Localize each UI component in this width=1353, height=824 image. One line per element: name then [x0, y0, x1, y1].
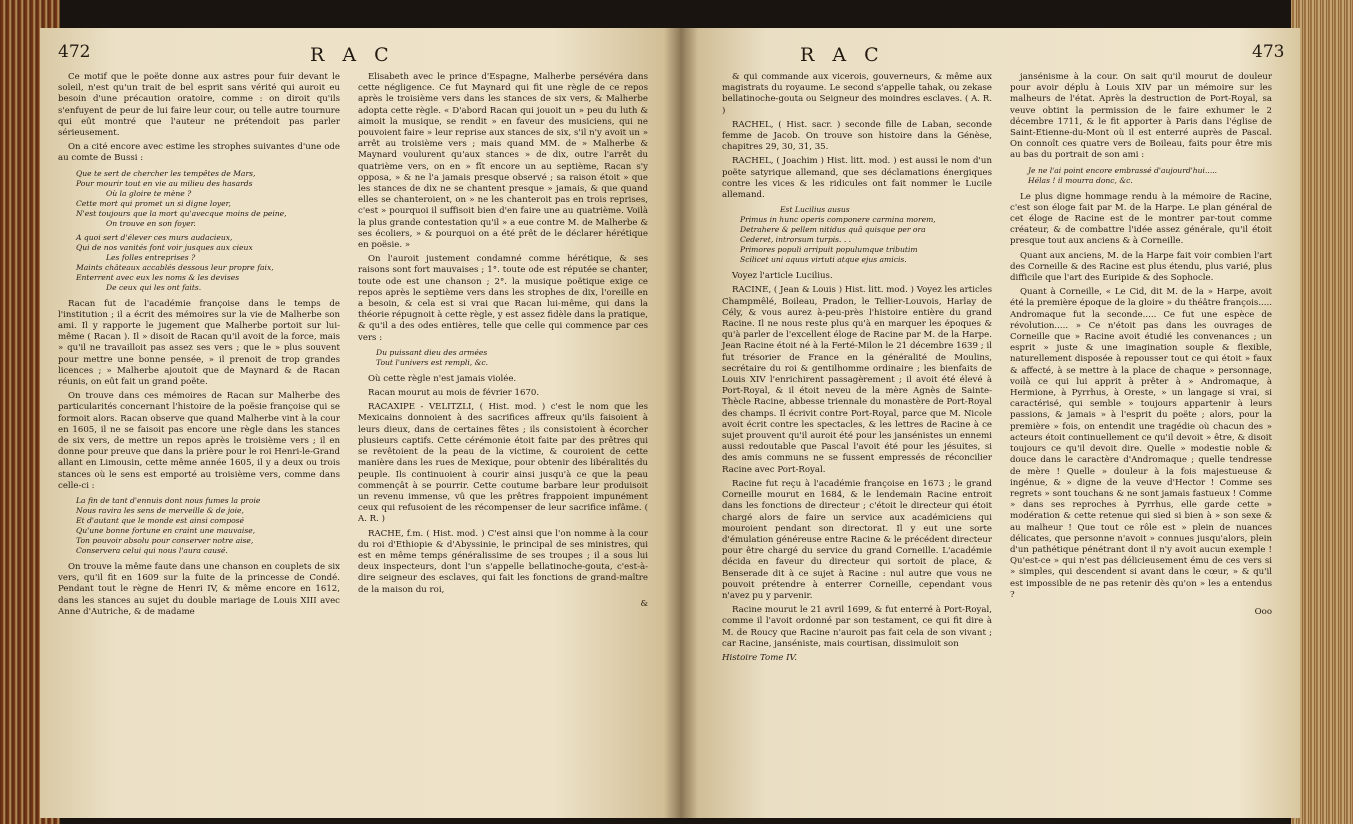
catchword: & — [640, 598, 648, 609]
verse-line: Je ne l'ai point encore embrassé d'aujourd'hui..... — [1028, 165, 1218, 175]
verse-line: Scilicet uni aquus virtuti atque ejus amicis. — [740, 255, 907, 265]
verse-line: De ceux qui les ont faits. — [106, 282, 202, 292]
verse-line: Du puissant dieu des armées — [376, 347, 488, 357]
paragraph: Où cette règle n'est jamais violée. — [368, 373, 517, 384]
verse-line: Enterrent avec eux les noms & les devises — [76, 272, 240, 282]
verse-line: Ton pouvoir absolu pour conserver notre aise, — [76, 536, 254, 546]
paragraph: RACHEL, ( Joachim ) Hist. litt. mod. ) est aussi le nom d'un poëte satyrique allemand, que ses déclamations énergiques contre les vices & les ridicules ont fait nommer le Lucile allemand. — [722, 156, 992, 201]
paragraph: RACINE, ( Jean & Louis ) Hist. litt. mod. ) Voyez les articles Champmêlé, Boileau, Pradon, le Tellier-Louvois, Harlay de Cély, & vous aurez à-peu-près l'histoire entière du grand Racine. Il ne nous reste plus qu'à en marquer les époques & qu'à parler de l'excellent éloge de Racine par M. de la Harpe. Jean Racine étoit né à la Ferté-Milon le 21 décembre 1639 ; il fut trésorier de France en la généralité de Moulins, secrétaire du roi & gentilhomme ordinaire ; les bienfaits de Louis XIV l'enrichirent passagèrement ; il avoit été élevé à Port-Royal, & il étoit neveu de la mère Agnès de Sainte-Thècle Racine, abbesse triennale du monastère de Port-Royal des champs. Il écrivit contre Port-Royal, parce que M. Nicole avoit écrit contre les spectacles, & les lettres de Racine à ce sujet prouvent qu'il auroit été pour les jansénistes un ennemi aussi redoutable que Pascal l'avoit été pour les jésuites, si des amis communs ne se fussent empressés de réconcilier Racine avec Port-Royal. — [722, 285, 992, 475]
book-gutter — [664, 28, 698, 818]
left-page-column-1 — [58, 72, 340, 621]
running-header: R A C — [310, 44, 395, 66]
right-page — [680, 28, 1300, 818]
left-page-column-2 — [358, 72, 648, 610]
paragraph: Racine fut reçu à l'académie françoise en 1673 ; le grand Corneille mourut en 1684, & le lendemain Racine entroit dans les fonctions de directeur ; c'étoit le directeur qui étoit chargé alors de faire un service aux académiciens qui mouroient pendant son directorat. Il y eut une sorte d'émulation généreuse entre Racine & le précédent directeur pour être chargé du service du grand Corneille. L'académie décida en faveur du directeur qui sortoit de place, & Benserade dit à ce sujet à Racine : nul autre que vous ne pouvoit prétendre à enterrer Corneille, cependant vous n'avez pu y parvenir. — [722, 478, 992, 601]
verse-line: Nous ravira les sens de merveille & de joie, — [76, 506, 244, 516]
left-page — [40, 28, 680, 818]
verse-line: N'est toujours que la mort qu'avecque moins de peine, — [76, 208, 287, 218]
verse-line: Tout l'univers est rempli, &c. — [376, 357, 489, 367]
verse-line: Cederet, introrsum turpis. . . — [740, 235, 852, 245]
verse-line: La fin de tant d'ennuis dont nous fumes la proie — [76, 496, 261, 506]
paragraph: Quant à Corneille, « Le Cid, dit M. de la » Harpe, avoit été la première époque de la gloire » du théâtre françois..... Andromaque fut la seconde..... Ce fut une espèce de révolution..... » Ce n'étoit pas dans les ouvrages de Corneille que » Racine avoit étudié les convenances ; un esprit » juste & une imagination souple & flexible, naturellement disposée à repousser tout ce qui étoit » faux & affecté, à se mettre à la place de chaque » personnage, voilà ce qui lui apprit à prêter à » Andromaque, à Hermione, à Pyrrhus, à Oreste, » un langage si vrai, si caractérisé, qui semble » toujours appartenir à leurs passions, & jamais » à l'esprit du poëte ; alors, pour la première » fois, on entendit une tragédie où chacun des » acteurs étoit continuellement ce qu'il devoit » être, & disoit toujours ce qu'il devoit dire. Quelle » modestie noble & douce dans le caractère d'Andromaque ; quelle tendresse de mère ! Quelle » douleur à la fois majestueuse & ingénue, & » digne de la veuve d'Hector ! Comme ses regrets » sont touchans & ne sont jamais fastueux ! Comme » dans ses reproches à Pyrrhus, elle garde cette » modération & cette retenue qui sied si bien à » son sexe & au malheur ! Que tout ce rôle est » plein de nuances délicates, que personne n'avoit » connues jusqu'alors, plein d'un pathétique pénétrant dont il n'y avoit aucun exemple ! Qu'est-ce » qui n'est pas délicieusement ému de ces vers si » simples, qui descendent si avant dans le cœur, » & qu'il est impossible de ne pas retenir dès qu'on » les a entendus ? — [1010, 287, 1272, 600]
paragraph: & qui commande aux vicerois, gouverneurs, & même aux magistrats du royaume. Le second s'appelle tahak, ou zekase bellatinoche-gouta ou Seigneur des moindres esclaves. ( A. R. ) — [722, 72, 992, 116]
paragraph: Quant aux anciens, M. de la Harpe fait voir combien l'art des Corneille & des Racine est plus étendu, plus varié, plus difficile que l'art des Euripide & des Sophocle. — [1010, 250, 1272, 284]
right-page-column-1 — [722, 72, 992, 664]
paragraph: RACAXIPE - VELITZLI, ( Hist. mod. ) c'est le nom que les Mexicains donnoient à des sacrifices affreux qu'ils faisoient à leurs dieux, dans de certaines fêtes ; ils consistoient à écorcher plusieurs captifs. Cette cérémonie étoit faite par des prêtres qui se revêtoient de la peau de la victime, & couroient de cette manière dans les rues de Mexique, pour obtenir des libéralités du peuple. Ils continuoient à courir ainsi jusqu'à ce que la peau commençât à se pourrir. Cette coutume barbare leur produisoit un revenu immense, vû que les prêtres frappoient impunément ceux qui refusoient de les récompenser de leur sacrifice infâme. ( A. R. ) — [358, 402, 648, 525]
verse-line: Cette mort qui promet un si digne loyer, — [76, 198, 231, 208]
verse-line: Hélas ! il mourra donc, &c. — [1028, 175, 1133, 185]
verse-line: Qui de nos vanités font voir jusques aux cieux — [76, 242, 253, 252]
paragraph: Racan mourut au mois de février 1670. — [368, 388, 540, 399]
verse-block — [76, 169, 340, 293]
verse-line: On trouve en son foyer. — [106, 218, 196, 228]
paragraph: Le plus digne hommage rendu à la mémoire de Racine, c'est son éloge fait par M. de la Harpe. Le plan général de cet éloge de Racine est de le montrer par-tout comme créateur, & de combattre l'idée assez générale, qu'il étoit presque tout aux anciens & à Corneille. — [1010, 191, 1272, 247]
paragraph: On a cité encore avec estime les strophes suivantes d'une ode au comte de Bussi : — [58, 142, 340, 164]
verse-block — [740, 205, 992, 265]
paragraph: Elisabeth avec le prince d'Espagne, Malherbe persévéra dans cette négligence. Ce fut Maynard qui fit une règle de ce repos après le troisième vers dans les stances de six vers, & Malherbe adopta cette règle. « D'abord Racan qui jouoit un » peu du luth & aimoit la musique, se rendit » en faveur des musiciens, qui ne pouvoient faire » leur reprise aux stances de six, s'il n'y avoit un » arrêt au troisième vers ; mais quand MM. de » Malherbe & Maynard voulurent qu'aux stances » de dix, outre l'arrêt du quatrième vers, on en » fît encore un au septième, Racan s'y opposa, » & ne l'a jamais presque observé ; sa raison étoit » que les stances de dix ne se chantent presque » jamais, & que quand elles se chanteroient, on » ne les chanteroit pas en trois reprises, c'est » pourquoi il suffisoit bien d'en faire une au quatrième. Voilà la plus grande contestation qu'il » a eue contre M. de Malherbe & ses écoliers, » & pourquoi on a été prêt de le déclarer hérétique en poësie. » — [358, 72, 648, 251]
verse-line: Primores populi arripuit populumque tributim — [740, 245, 918, 255]
paragraph: RACHE, f.m. ( Hist. mod. ) C'est ainsi que l'on nomme à la cour du roi d'Ethiopie & d'Abyssinie, le principal de ses ministres, qui est en même temps généralissime de ses troupes ; il a sous lui deux inspecteurs, dont l'un s'appelle bellatinoche-gouta, c'est-à-dire seigneur des esclaves, qui fait les fonctions de grand-maître de la maison du roi, — [358, 528, 648, 595]
page-number: 473 — [1252, 42, 1285, 62]
paragraph: On l'auroit justement condamné comme hérétique, & ses raisons sont fort mauvaises ; 1°. toute ode est réputée se chanter, toute ode est une chanson ; 2°. la musique poëtique exige ce repos après le septième vers dans les strophes de dix, l'oreille en a besoin, & cela est si vrai que Racan lui-même, qui dans la théorie répugnoit à cette règle, y est assez fidèle dans la pratique, & qu'il a des odes entières, telle que celle qui commence par ces vers : — [358, 254, 648, 343]
verse-line: Les folles entreprises ? — [106, 252, 196, 262]
verse-line: Et d'autant que le monde est ainsi composé — [76, 516, 245, 526]
verse-block — [376, 348, 648, 368]
verse-line: Primus in hunc operis componere carmina morem, — [740, 215, 936, 225]
verse-line: Pour mourir tout en vie au milieu des hasards — [76, 178, 253, 188]
running-header: R A C — [800, 44, 885, 66]
paragraph: Voyez l'article Lucilius. — [732, 271, 833, 282]
right-page-edges — [1291, 0, 1353, 824]
paragraph: RACHEL, ( Hist. sacr. ) seconde fille de Laban, seconde femme de Jacob. On trouve son histoire dans la Génèse, chapitres 29, 30, 31, 35. — [722, 119, 992, 153]
verse-line: Est Lucilius ausus — [780, 205, 850, 215]
paragraph: Racine mourut le 21 avril 1699, & fut enterré à Port-Royal, comme il l'avoit ordonné par son testament, ce qui fit dire à M. de Roucy que Racine n'auroit pas fait cela de son vivant ; car Racine, janséniste, mais courtisan, dissimuloit son — [722, 605, 992, 649]
paragraph: Ce motif que le poëte donne aux astres pour fuir devant le soleil, n'est qu'un trait de bel esprit sans vérité qui auroit eu besoin d'une précaution oratoire, comme : on diroit qu'ils s'enfuyent de peur de lui faire leur cour, ou telle autre tournure qui eût montré que l'auteur ne prétendoit pas parler sérieusement. — [58, 72, 340, 139]
paragraph: Racan fut de l'académie françoise dans le temps de l'institution ; il a écrit des mémoires sur la vie de Malherbe son ami. Il y rapporte le jugement que Malherbe portoit sur lui-même ( Racan ). Il » disoit de Racan qu'il avoit de la force, mais » qu'il ne travailloit pas assez ses vers ; que le » plus souvent pour mettre une bonne pensée, » il prenoit de trop grandes licences ; » Malherbe ajoutoit que de Maynard & de Racan réunis, on eût fait un grand poëte. — [58, 298, 340, 388]
verse-line: Detrahere & pellem nitidus quâ quisque per ora — [740, 225, 926, 235]
volume-footer: Histoire Tome IV. — [722, 652, 797, 663]
verse-line: Maints châteaux accablés dessous leur propre faix, — [76, 262, 274, 272]
verse-line: Où la gloire te mène ? — [106, 188, 192, 198]
signature-mark: Ooo — [1254, 606, 1272, 617]
verse-line: A quoi sert d'élever ces murs audacieux, — [76, 232, 233, 242]
paragraph: jansénisme à la cour. On sait qu'il mourut de douleur pour avoir déplu à Louis XIV par un mémoire sur les malheurs de l'état. Après la destruction de Port-Royal, sa veuve obtint la permission de le faire exhumer le 2 décembre 1711, & le fit apporter à Paris dans l'église de Saint-Etienne-du-Mont où il est enterré auprès de Pascal. On connoît ces quatre vers de Boileau, faits pour être mis au bas du portrait de son ami : — [1010, 72, 1272, 161]
verse-line: Conservera celui qui nous l'aura causé. — [76, 546, 228, 556]
page-number: 472 — [58, 42, 91, 62]
verse-line: Qu'une bonne fortune en craint une mauvaise, — [76, 526, 256, 536]
verse-block — [1028, 166, 1272, 186]
right-page-column-2 — [1010, 72, 1272, 618]
verse-block — [76, 496, 340, 556]
paragraph: On trouve dans ces mémoires de Racan sur Malherbe des particularités concernant l'histoire de la poësie françoise qui se formoit alors. Racan observe que quand Malherbe vint à la cour en 1605, il ne se faisoit pas encore une règle dans les stances de six vers, de mettre un repos après le troisième vers ; il en donne pour preuve que dans la prière pour le roi Henri-le-Grand allant en Limousin, cette même année 1605, il y a deux ou trois stances où le sens est emporté au troisième vers, comme dans celle-ci : — [58, 391, 340, 491]
verse-line: Que te sert de chercher les tempêtes de Mars, — [76, 168, 256, 178]
paragraph: On trouve la même faute dans une chanson en couplets de six vers, qu'il fit en 1609 sur la fuite de la princesse de Condé. Pendant tout le règne de Henri IV, & même encore en 1612, dans les stances au sujet du double mariage de Louis XIII avec Anne d'Autriche, & de madame — [58, 562, 340, 617]
